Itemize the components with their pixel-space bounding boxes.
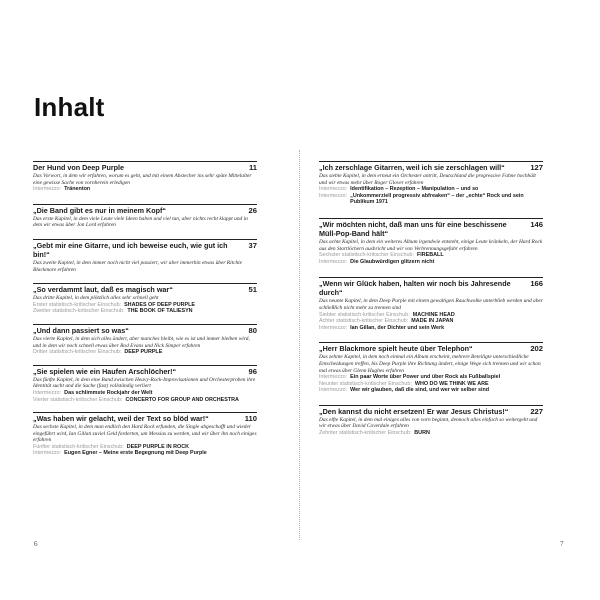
sub-entry-title: DEEP PURPLE IN ROCK <box>126 443 189 450</box>
sub-entry-title: Ein paar Worte über Power und über Rock als Fußballspiel <box>350 374 501 381</box>
sub-entry-label: Zehnter statistisch-kritischer Einschub: <box>319 430 412 437</box>
chapter-title: „Wenn wir Glück haben, halten wir noch bis Jahresende durch“ <box>319 279 511 298</box>
sub-entry-label: Intermezzo: <box>319 186 348 193</box>
sub-entry-title: CONCERTO FOR GROUP AND ORCHESTRA <box>125 396 239 403</box>
sub-entry-label: Intermezzo: <box>33 389 62 396</box>
sub-entry <box>319 381 543 388</box>
chapter-page-number: 127 <box>530 163 543 172</box>
sub-entry-title: Identifikation – Rezeption – Manipulation – und so <box>350 186 479 193</box>
chapter-description: Das Vorwort, in dem wir erfahren, worum es geht, und mit einem Abstecher ins sehr späte Mittelalter eine gewisse Sache von vornherein erledigen <box>33 173 252 186</box>
toc-entry[interactable] <box>319 342 543 394</box>
chapter-page-number: 227 <box>530 406 543 416</box>
sub-entry <box>33 302 257 309</box>
toc-entry-header <box>33 414 257 423</box>
chapter-description: Das elfte Kapitel, in dem mal einiges alles von vorn beginnt, dennoch alles einfach so weitergeht und wir etwas über David Coverdale erfahren <box>319 416 538 430</box>
chapter-description: Das zehnte Kapitel, in dem noch einmal ein Album erscheint, mehrere Beteiligte unterschiedliche Entscheidungen treffen, bis Deep Purple ihre Richtung ändert, einige Wege sich trennen und wir schon mal etwas über Glenn Hughes erfahren <box>319 354 541 374</box>
toc-entry-header <box>319 344 543 353</box>
sub-entry-label: Sechster statistisch-kritischer Einschub: <box>319 252 414 259</box>
toc-entry-header <box>33 326 257 335</box>
chapter-page-number: 202 <box>530 344 543 354</box>
chapter-page-number: 96 <box>248 366 257 376</box>
chapter-title: „Herr Blackmore spielt heute über Telephon“ <box>319 344 473 354</box>
sub-entry-label: Dritter statistisch-kritischer Einschub: <box>33 349 122 356</box>
chapter-description: Das vierte Kapitel, in dem sich alles ändert, aber manches bleibt, wie es ist und immer bleiben wird, und in dem wir noch schnell etwas über Rod Evans und Nick Simper erfahren <box>33 335 250 349</box>
sub-entry-title: Die Glaubwürdigen glitzern nicht <box>350 258 435 265</box>
column-divider <box>299 150 300 540</box>
sub-entry <box>319 430 543 437</box>
sub-entry-label: Achter statistisch-kritischer Einschub: <box>319 318 409 325</box>
sub-entry-label: Fünfter statistisch-kritischer Einschub: <box>33 443 124 450</box>
toc-entry[interactable] <box>33 324 257 356</box>
chapter-page-number: 26 <box>248 205 257 215</box>
toc-entry-header <box>319 407 543 416</box>
sub-entry <box>33 397 257 404</box>
toc-entry[interactable] <box>33 161 257 193</box>
toc-entry[interactable] <box>33 204 257 229</box>
toc-entry-header <box>33 367 257 376</box>
sub-entry <box>319 387 543 394</box>
chapter-title: „Und dann passiert so was“ <box>33 325 129 335</box>
sub-entry-title: MACHINE HEAD <box>412 311 455 318</box>
chapter-title: Der Hund von Deep Purple <box>33 163 125 172</box>
chapter-description: Das sechste Kapitel, in dem man endlich den Hard Rock erfunden, die Single abgeschafft und wieder eingeführt wird, Ian Gillan zuviel Geld forderten, um Messias zu werden, und wir über ihn noch einiges erfahren <box>33 424 257 444</box>
toc-entry-header <box>33 163 257 172</box>
sub-entry-label: Neunter statistisch-kritischer Einschub: <box>319 380 412 387</box>
toc-column-right <box>319 161 543 437</box>
chapter-page-number: 51 <box>248 285 257 295</box>
chapter-description: Das dritte Kapitel, in dem plötzlich alles sehr schnell geht <box>33 295 159 302</box>
toc-entry[interactable] <box>319 218 543 265</box>
chapter-description: Das achte Kapitel, in dem ein weiteres Album irgendwie entsteht, einige Leute kränkeln, der Hard Rock aus den Startlöchern ausbricht und wir von Verbrennungsgefahr erfahren <box>319 238 543 252</box>
sub-entry <box>33 349 257 356</box>
sub-entry <box>319 259 543 266</box>
chapter-page-number: 166 <box>530 279 543 289</box>
chapter-title: „Die Band gibt es nur in meinem Kopf“ <box>33 205 166 215</box>
chapter-page-number: 110 <box>244 414 257 424</box>
sub-entry <box>319 318 543 325</box>
toc-entry-header <box>319 220 543 238</box>
chapter-description: Das neunte Kapitel, in dem Deep Purple mit einem gewaltigen Rauchwolke unterblieb werden und aber schließlich nicht mehr zu trennen sind <box>319 298 543 311</box>
sub-entry <box>33 308 257 315</box>
chapter-page-number: 37 <box>248 240 257 250</box>
sub-entry-title: MADE IN JAPAN <box>411 318 454 325</box>
sub-entry-title: Tränenton <box>64 186 91 193</box>
toc-entry[interactable] <box>33 283 257 315</box>
sub-entry-title: BURN <box>414 430 430 437</box>
chapter-page-number: 11 <box>248 163 257 172</box>
toc-column-left <box>33 161 257 457</box>
chapter-description: Das erste Kapitel, in dem viele Leute viele Ideen haben und viel tun, aber nichts recht klappt und in dem wir etwas über Jon Lord erfahren <box>33 215 248 229</box>
sub-entry-title: THE BOOK OF TALIESYN <box>127 308 193 315</box>
toc-entry[interactable] <box>33 239 257 273</box>
sub-entry <box>33 450 257 457</box>
toc-entry[interactable] <box>319 161 543 206</box>
sub-entry-title: SHADES OF DEEP PURPLE <box>124 301 195 308</box>
chapter-title: „Gebt mir eine Gitarre, und ich beweise euch, wie gut ich bin!“ <box>33 240 228 259</box>
sub-entry-label: Intermezzo: <box>319 387 348 394</box>
toc-entry-header <box>33 206 257 215</box>
sub-entry <box>33 390 257 397</box>
sub-entry <box>319 252 543 259</box>
page-number-left: 6 <box>34 540 38 548</box>
sub-entry-label: Vierter statistisch-kritischer Einschub: <box>33 396 123 403</box>
chapter-description: Das zweite Kapitel, in dem immer noch nicht viel passiert, wir aber immerhin etwas über Ritchie Blackmore erfahren <box>33 259 243 273</box>
sub-entry-label: Zweiter statistisch-kritischer Einschub: <box>33 308 125 315</box>
sub-entry-title: Eugen Egner – Meine erste Begegnung mit Deep Purple <box>64 450 207 457</box>
toc-entry[interactable] <box>33 365 257 403</box>
chapter-title: „Wir möchten nicht, daß man uns für eine beschissene Müll-Pop-Band hält“ <box>319 219 507 238</box>
chapter-title: „Was haben wir gelacht, weil der Text so blöd war!“ <box>33 414 209 424</box>
sub-entry-title: Ian Gillan, der Dichter und sein Werk <box>350 324 445 331</box>
sub-entry-label: Intermezzo: <box>319 192 348 199</box>
sub-entry-title: Das schlimmste Rockjahr der Welt <box>64 389 153 396</box>
toc-entry[interactable] <box>319 277 543 331</box>
sub-entry <box>319 312 543 319</box>
sub-entry-title: Wer wir glauben, daß die sind, und wer wir selber sind <box>350 387 490 394</box>
sub-entry-label: Intermezzo: <box>33 450 62 457</box>
sub-entry-label: Intermezzo: <box>33 186 62 193</box>
sub-entry <box>319 325 543 332</box>
chapter-page-number: 146 <box>530 219 543 229</box>
chapter-title: „Sie spielen wie ein Haufen Arschlöcher!“ <box>33 366 177 376</box>
toc-entry[interactable] <box>33 412 257 457</box>
sub-entry-title: WHO DO WE THINK WE ARE <box>414 380 489 387</box>
sub-entry-title: „Unkommerziell progressiv abfreaken“ – der „echte“ Rock und sein Publikum 1971 <box>350 192 524 206</box>
sub-entry-label: Erster statistisch-kritischer Einschub: <box>33 301 122 308</box>
page-title: Inhalt <box>34 92 105 122</box>
sub-entry <box>319 374 543 381</box>
page-number-right: 7 <box>560 540 564 548</box>
sub-entry <box>33 186 257 193</box>
sub-entry <box>33 444 257 451</box>
chapter-title: „Den kannst du nicht ersetzen! Er war Jesus Christus!“ <box>319 406 509 416</box>
sub-entry-label: Intermezzo: <box>319 258 348 265</box>
chapter-title: „So verdammt laut, daß es magisch war“ <box>33 285 173 295</box>
toc-entry-header <box>33 241 257 259</box>
sub-entry <box>319 193 543 206</box>
toc-entry-header <box>319 279 543 297</box>
sub-entry-label: Intermezzo: <box>319 374 348 381</box>
chapter-title: „Ich zerschlage Gitarren, weil ich sie zerschlagen will“ <box>319 163 505 172</box>
chapter-page-number: 80 <box>248 325 257 335</box>
toc-entry-header <box>319 163 543 172</box>
sub-entry-title: FIREBALL <box>416 252 444 259</box>
sub-entry-label: Intermezzo: <box>319 324 348 331</box>
toc-entry[interactable] <box>319 405 543 437</box>
chapter-description: Das fünfte Kapitel, in dem eine Band zwischen Heavy-Rock-Improvisationen und Orchesterproben ihre Identität sucht und die Suche (fast) vollständig verliert <box>33 376 256 390</box>
sub-entry-title: DEEP PURPLE <box>124 349 163 356</box>
toc-entry-header <box>33 285 257 294</box>
chapter-description: Das siebte Kapitel, in dem erneut ein Orchester antritt, Deutschland die progressive Fahne hochhält und wir etwas mehr über Roger Glover erfahren <box>319 173 536 186</box>
sub-entry <box>319 186 543 193</box>
sub-entry-label: Siebter statistisch-kritischer Einschub: <box>319 311 410 318</box>
